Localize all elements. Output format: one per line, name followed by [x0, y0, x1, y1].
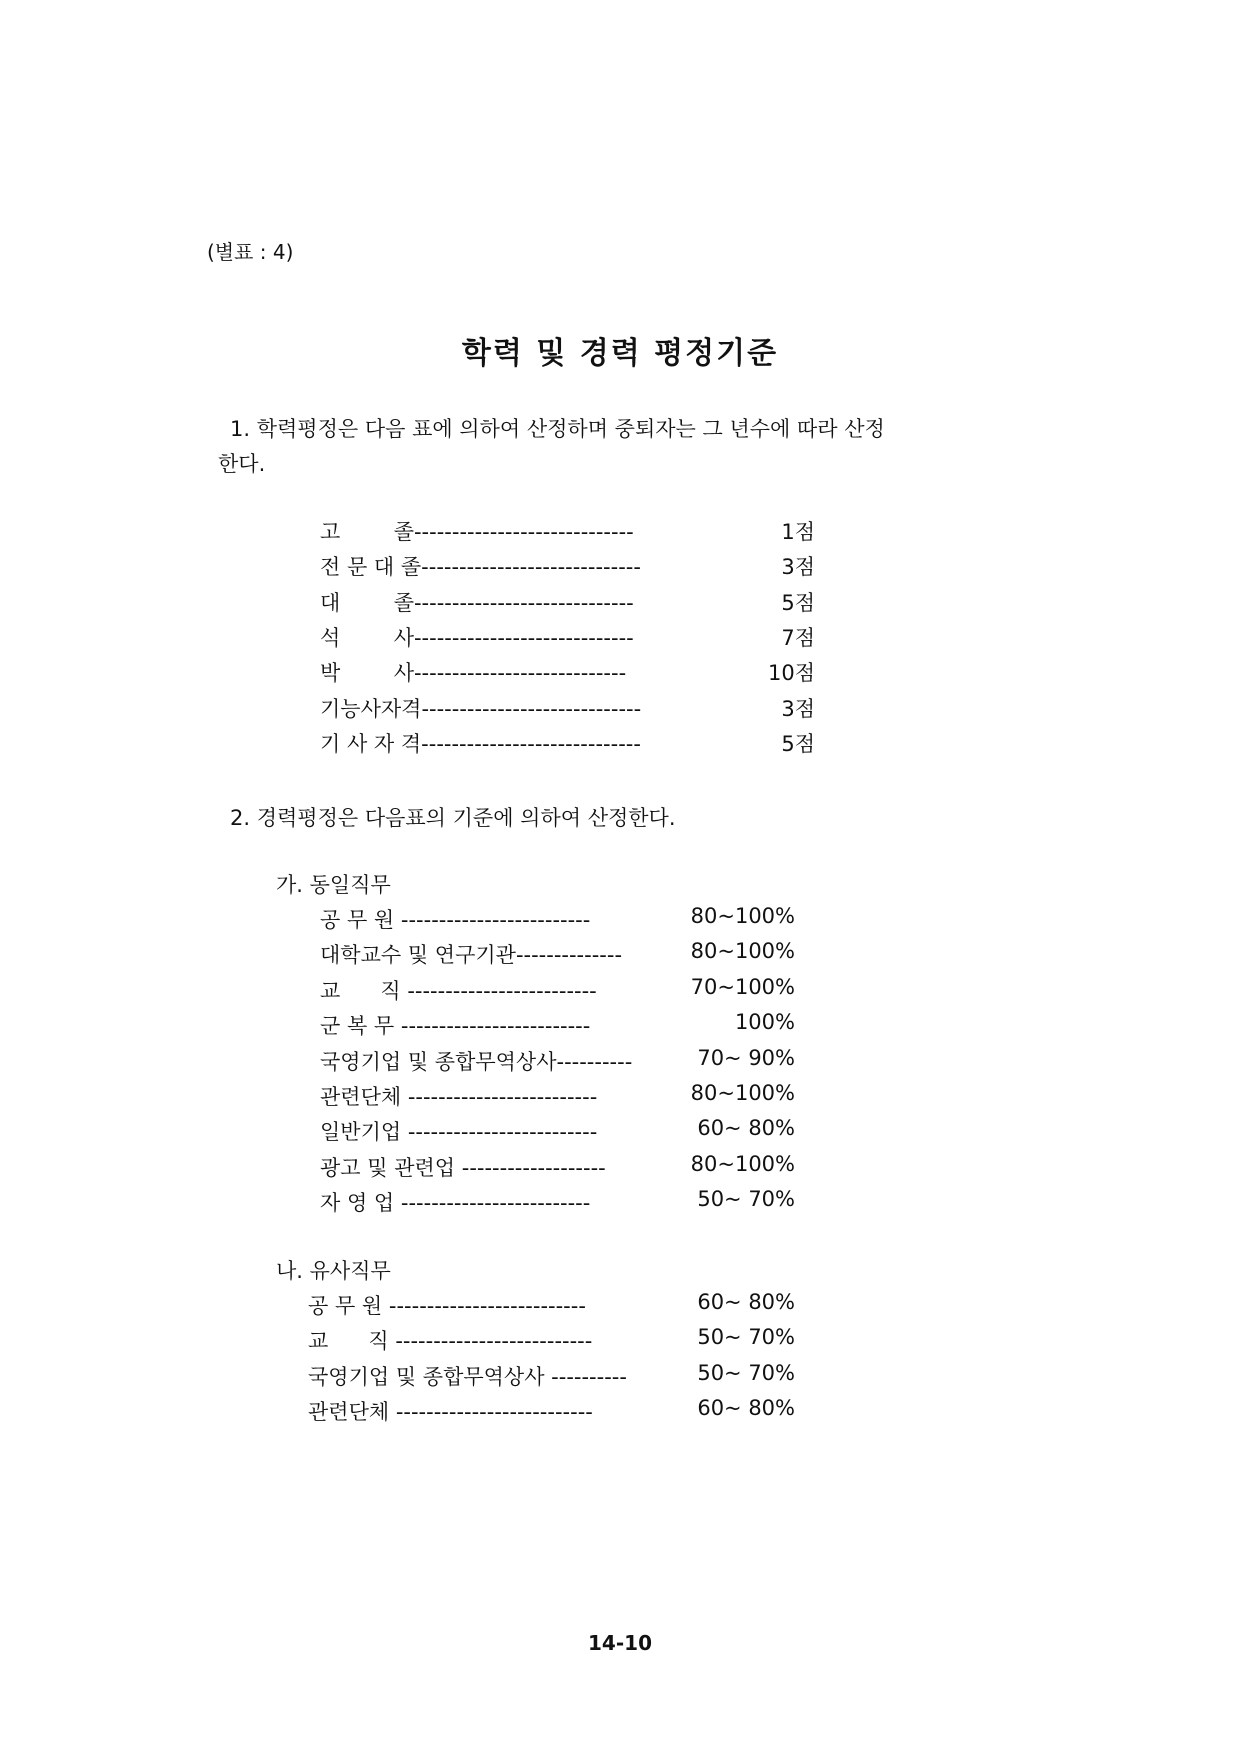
education-row-label: 기능사자격	[320, 696, 422, 721]
same-duty-row-leader-dashes: -------------------------	[400, 908, 591, 932]
education-row-label: 석 사	[320, 625, 414, 650]
page-number: 14-10	[588, 1631, 652, 1655]
similar-duty-row-leader-dashes: --------------------------	[395, 1329, 593, 1354]
education-row	[320, 657, 626, 687]
same-duty-row-value: 70~100%	[690, 974, 795, 999]
education-row-value: 5점	[781, 590, 815, 615]
education-row-label: 박 사	[320, 661, 414, 686]
same-duty-row-value: 80~100%	[690, 939, 795, 964]
education-row-value: 3점	[781, 555, 815, 580]
education-row	[320, 516, 634, 546]
same-duty-row	[320, 904, 590, 934]
same-duty-row-leader-dashes: -------------------------	[400, 1191, 591, 1216]
similar-duty-row-label: 교 직	[308, 1329, 396, 1354]
education-row-leader-dashes: -----------------------------	[413, 625, 634, 650]
education-row-label: 고 졸	[320, 520, 414, 544]
education-row-leader-dashes: -----------------------------	[413, 520, 634, 544]
page-title: 학력 및 경력 평정기준	[461, 336, 779, 371]
same-duty-row-leader-dashes: -------------------	[461, 1155, 606, 1180]
section2-paragraph: 2. 경력평정은 다음표의 기준에 의하여 산정한다.	[230, 806, 676, 830]
similar-duty-row-label: 국영기업 및 종합무역상사	[308, 1364, 552, 1389]
education-row	[320, 693, 641, 723]
education-row-value: 1점	[781, 520, 815, 544]
annex-label: (별표 : 4)	[207, 240, 294, 264]
similar-duty-row-value: 50~ 70%	[697, 1360, 795, 1385]
same-duty-row	[320, 975, 597, 1005]
education-row	[320, 587, 634, 617]
similar-duty-row-value: 60~ 80%	[697, 1290, 795, 1314]
education-row-leader-dashes: -----------------------------	[413, 590, 634, 615]
same-duty-row-leader-dashes: --------------	[515, 943, 623, 968]
similar-duty-row-label: 공 무 원	[308, 1294, 389, 1318]
education-row-value: 7점	[781, 625, 815, 650]
education-row-leader-dashes: -----------------------------	[421, 555, 641, 580]
education-row-leader-dashes: -----------------------------	[421, 696, 642, 721]
similar-duty-row-leader-dashes: ----------	[551, 1364, 627, 1389]
same-duty-row-leader-dashes: ----------	[556, 1049, 633, 1074]
same-duty-row-value: 80~100%	[690, 1081, 795, 1105]
education-row-value: 10점	[767, 661, 815, 686]
similar-duty-row	[308, 1396, 593, 1426]
same-duty-row-label: 공 무 원	[320, 908, 401, 932]
same-duty-row-label: 광고 및 관련업	[320, 1155, 462, 1180]
same-duty-row	[320, 1116, 597, 1146]
same-duty-row-label: 자 영 업	[320, 1191, 401, 1216]
same-duty-row	[320, 1081, 597, 1111]
same-duty-row	[320, 939, 622, 969]
same-duty-row-leader-dashes: -------------------------	[407, 1085, 598, 1109]
same-duty-row	[320, 1152, 606, 1182]
same-duty-row-value: 80~100%	[690, 904, 795, 928]
same-duty-row-value: 100%	[708, 1010, 795, 1035]
similar-duty-row-leader-dashes: --------------------------	[395, 1399, 593, 1424]
similar-duty-row-value: 60~ 80%	[697, 1395, 795, 1420]
similar-duty-row	[308, 1361, 627, 1391]
same-duty-row-leader-dashes: -------------------------	[400, 1014, 598, 1039]
same-duty-row	[320, 1187, 590, 1217]
education-row	[320, 622, 634, 652]
same-duty-row	[320, 1046, 632, 1076]
same-duty-row-label: 교 직	[320, 978, 408, 1003]
similar-duty-row	[308, 1325, 592, 1355]
same-duty-row-value: 80~100%	[690, 1151, 795, 1176]
same-duty-row-value: 70~ 90%	[697, 1045, 795, 1070]
same-duty-row-value: 60~ 80%	[697, 1116, 795, 1141]
same-duty-row-value: 50~ 70%	[697, 1187, 795, 1212]
education-row	[320, 728, 641, 758]
similar-duty-row	[308, 1290, 586, 1320]
education-row-value: 3점	[781, 696, 815, 721]
same-duty-row-label: 관련단체	[320, 1085, 408, 1109]
education-row-leader-dashes: ----------------------------	[413, 661, 627, 686]
similar-duty-row-label: 관련단체	[308, 1399, 396, 1424]
same-duty-row-label: 일반기업	[320, 1120, 408, 1145]
education-row-label: 기 사 자 격	[320, 731, 422, 756]
subsection-similar-duty-heading: 나. 유사직무	[276, 1259, 391, 1283]
section1-paragraph-line1: 1. 학력평정은 다음 표에 의하여 산정하며 중퇴자는 그 년수에 따라 산정	[230, 417, 885, 441]
same-duty-row-leader-dashes: -------------------------	[407, 978, 597, 1003]
similar-duty-row-value: 50~ 70%	[697, 1325, 795, 1350]
same-duty-row	[320, 1010, 597, 1040]
same-duty-row-label: 국영기업 및 종합무역상사	[320, 1049, 557, 1074]
similar-duty-row-leader-dashes: --------------------------	[388, 1294, 586, 1318]
education-row-label: 전 문 대 졸	[320, 555, 422, 580]
section1-paragraph-line2: 한다.	[218, 452, 266, 476]
education-row-leader-dashes: -----------------------------	[421, 731, 641, 756]
education-row-value: 5점	[781, 731, 815, 756]
same-duty-row-leader-dashes: -------------------------	[407, 1120, 598, 1145]
same-duty-row-label: 대학교수 및 연구기관	[320, 943, 516, 968]
education-row	[320, 551, 641, 581]
education-row-label: 대 졸	[320, 590, 414, 615]
same-duty-row-label: 군 복 무	[320, 1014, 401, 1039]
subsection-same-duty-heading: 가. 동일직무	[276, 873, 391, 897]
